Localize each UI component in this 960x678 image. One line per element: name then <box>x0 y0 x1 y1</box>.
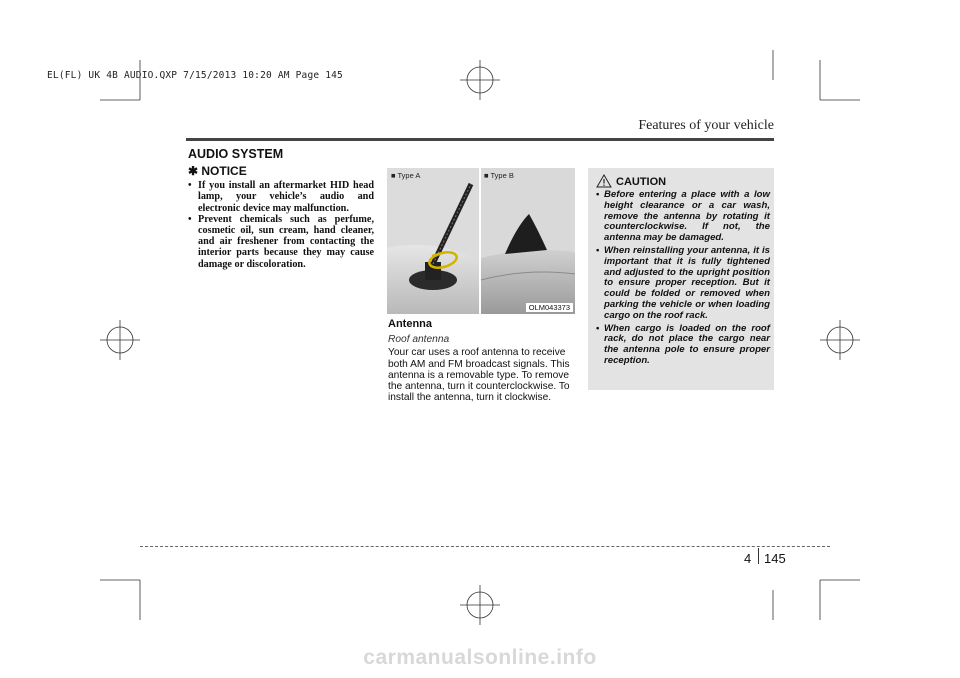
footer-rule <box>140 546 830 547</box>
antenna-heading: Antenna <box>388 318 432 330</box>
warning-icon <box>596 174 612 188</box>
section-title: AUDIO SYSTEM <box>188 147 284 161</box>
caution-box <box>588 168 774 390</box>
page-number-divider <box>758 548 759 564</box>
registration-target-left <box>100 320 140 360</box>
figure-label-type-b: ■ Type B <box>484 171 514 180</box>
antenna-section <box>388 319 576 403</box>
print-slug: EL(FL) UK 4B AUDIO.QXP 7/15/2013 10:20 AM Page 145 <box>47 70 343 81</box>
figure-label-type-a: ■ Type A <box>391 171 421 180</box>
notice-box <box>188 166 374 270</box>
antenna-figure <box>387 168 575 314</box>
registration-target-top <box>460 60 500 100</box>
notice-item: • If you install an aftermarket HID head lamp, your vehicle’s audio and electronic device may malfunction. <box>188 180 374 214</box>
notice-item: • Prevent chemicals such as perfume, cosmetic oil, sun cream, hand cleaner, and air freshener from contacting the interior parts because they may cause damage or discoloration. <box>188 214 374 270</box>
page-number: 145 <box>764 551 786 566</box>
caution-item: • When reinstalling your antenna, it is important that it is fully tightened and adjusted to the upright position to ensure proper reception. But it could be folded or removed when parking the vehicle or when loading cargo on the roof rack. <box>596 246 770 322</box>
antenna-illustration <box>387 168 575 314</box>
caution-list <box>596 190 770 369</box>
antenna-subheading: Roof antenna <box>388 334 450 346</box>
watermark: carmanualsonline.info <box>363 646 597 669</box>
notice-title: ✱ NOTICE <box>188 164 247 178</box>
registration-target-bottom <box>460 585 500 625</box>
registration-target-right <box>820 320 860 360</box>
chapter-number: 4 <box>744 551 752 566</box>
caution-title: CAUTION <box>616 176 667 188</box>
antenna-body: Your car uses a roof antenna to receive both AM and FM broadcast signals. This antenna is a removable type. To remove the antenna, turn it counterclockwise. To install the antenna, turn it clockwise. <box>388 347 570 404</box>
caution-item: • When cargo is loaded on the roof rack, do not place the cargo near the antenna pole to ensure proper reception. <box>596 324 770 367</box>
header-title: Features of your vehicle <box>638 118 774 133</box>
figure-code: OLM043373 <box>526 303 573 312</box>
notice-list <box>188 180 374 270</box>
caution-item: • Before entering a place with a low height clearance or a car wash, remove the antenna by rotating it counterclockwise. If not, the antenna may be damaged. <box>596 190 770 244</box>
header-rule <box>186 138 774 141</box>
